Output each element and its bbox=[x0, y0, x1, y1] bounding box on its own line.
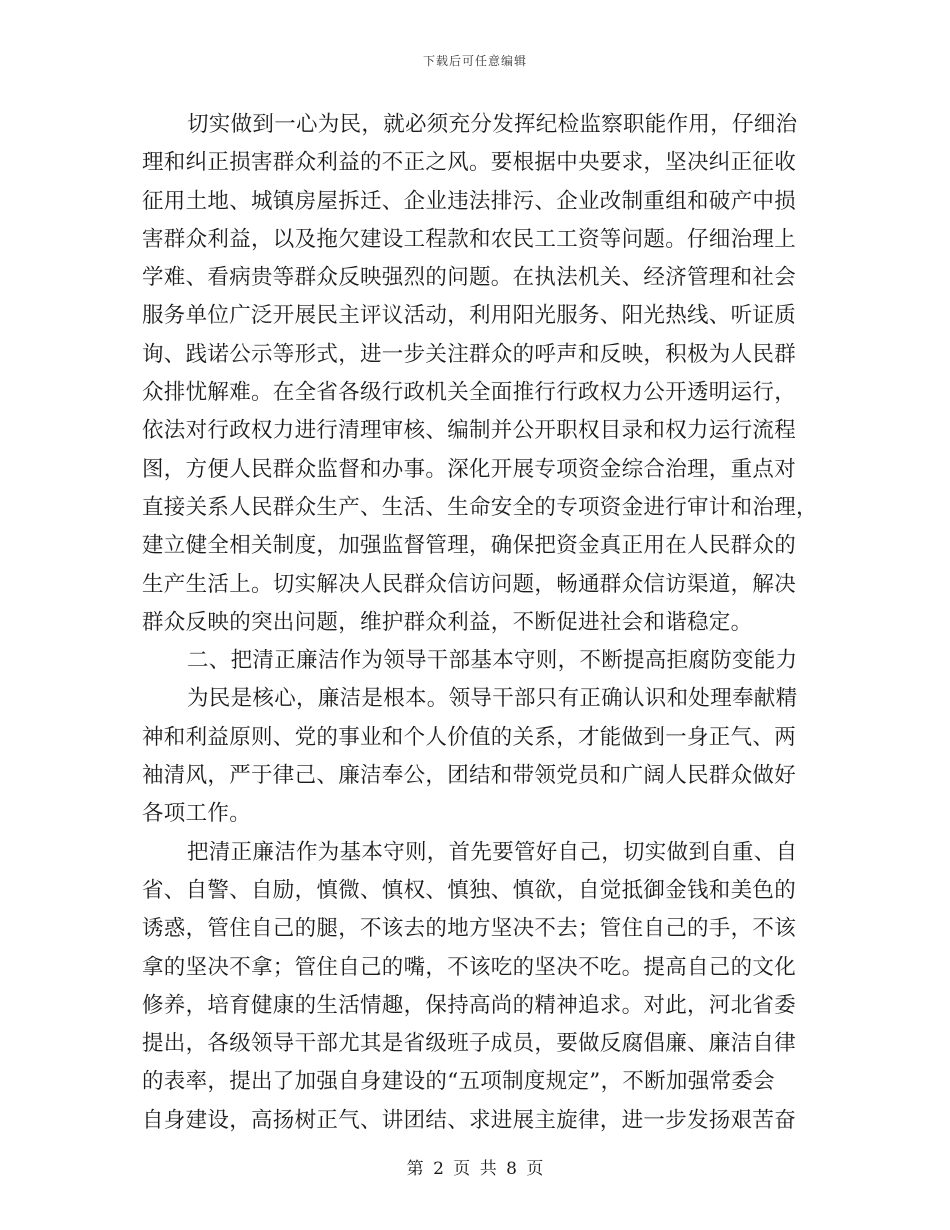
text-line: 神和利益原则、党的事业和个人价值的关系，才能做到一身正气、两 bbox=[142, 724, 797, 750]
text-line: 袖清风，严于律己、廉洁奉公，团结和带领党员和广阔人民群众做好 bbox=[142, 763, 797, 789]
text-line: 生产生活上。切实解决人民群众信访问题，畅通群众信访渠道，解决 bbox=[142, 571, 797, 597]
text-line: 依法对行政权力进行清理审核、编制并公开职权目录和权力运行流程 bbox=[142, 418, 797, 444]
text-line: 拿的坚决不拿；管住自己的嘴，不该吃的坚决不吃。提高自己的文化 bbox=[142, 954, 797, 980]
text-line: 群众反映的突出问题，维护群众利益，不断促进社会和谐稳定。 bbox=[142, 609, 753, 635]
text-line: 自身建设，高扬树正气、讲团结、求进展主旋律，进一步发扬艰苦奋 bbox=[142, 1107, 797, 1133]
text-line: 修养，培育健康的生活情趣，保持高尚的精神追求。对此，河北省委 bbox=[142, 992, 797, 1018]
text-line: 学难、看病贵等群众反映强烈的问题。在执法机关、经济管理和社会 bbox=[142, 265, 797, 291]
text-line: 切实做到一心为民，就必须充分发挥纪检监察职能作用，仔细治 bbox=[187, 112, 798, 137]
text-line: 征用土地、城镇房屋拆迁、企业违法排污、企业改制重组和破产中损 bbox=[142, 188, 797, 214]
text-line: 诱惑，管住自己的腿，不该去的地方坚决不去；管住自己的手，不该 bbox=[142, 916, 797, 942]
text-line: 害群众利益，以及拖欠建设工程款和农民工工资等问题。仔细治理上 bbox=[142, 226, 797, 252]
page-header: 下载后可任意编辑 bbox=[422, 54, 527, 68]
text-line: 省、自警、自励，慎微、慎权、慎独、慎欲，自觉抵御金钱和美色的 bbox=[142, 877, 797, 903]
text-line: 理和纠正损害群众利益的不正之风。要根据中央要求，坚决纠正征收 bbox=[142, 150, 797, 176]
text-line: 二、把清正廉洁作为领导干部基本守则，不断提高拒腐防变能力 bbox=[187, 648, 798, 674]
text-line: 的表率，提出了加强自身建设的“五项制度规定”，不断加强常委会 bbox=[142, 1069, 775, 1095]
text-line: 把清正廉洁作为基本守则，首先要管好自己，切实做到自重、自 bbox=[187, 839, 798, 865]
text-line: 为民是核心，廉洁是根本。领导干部只有正确认识和处理奉献精 bbox=[187, 686, 798, 712]
text-line: 直接关系人民群众生产、生活、生命安全的专项资金进行审计和治理， bbox=[142, 494, 818, 520]
text-line: 图，方便人民群众监督和办事。深化开展专项资金综合治理，重点对 bbox=[142, 456, 797, 482]
text-line: 各项工作。 bbox=[142, 801, 252, 827]
text-line: 提出，各级领导干部尤其是省级班子成员，要做反腐倡廉、廉洁自律 bbox=[142, 1031, 797, 1057]
text-line: 询、践诺公示等形式，进一步关注群众的呼声和反映，积极为人民群 bbox=[142, 341, 797, 367]
document-body bbox=[142, 106, 818, 1140]
text-line: 服务单位广泛开展民主评议活动，利用阳光服务、阳光热线、听证质 bbox=[142, 303, 797, 329]
text-line: 众排忧解难。在全省各级行政机关全面推行行政权力公开透明运行， bbox=[142, 380, 797, 406]
text-line: 建立健全相关制度，加强监督管理，确保把资金真正用在人民群众的 bbox=[142, 533, 797, 559]
page-number-footer: 第 2 页 共 8 页 bbox=[406, 1159, 544, 1179]
